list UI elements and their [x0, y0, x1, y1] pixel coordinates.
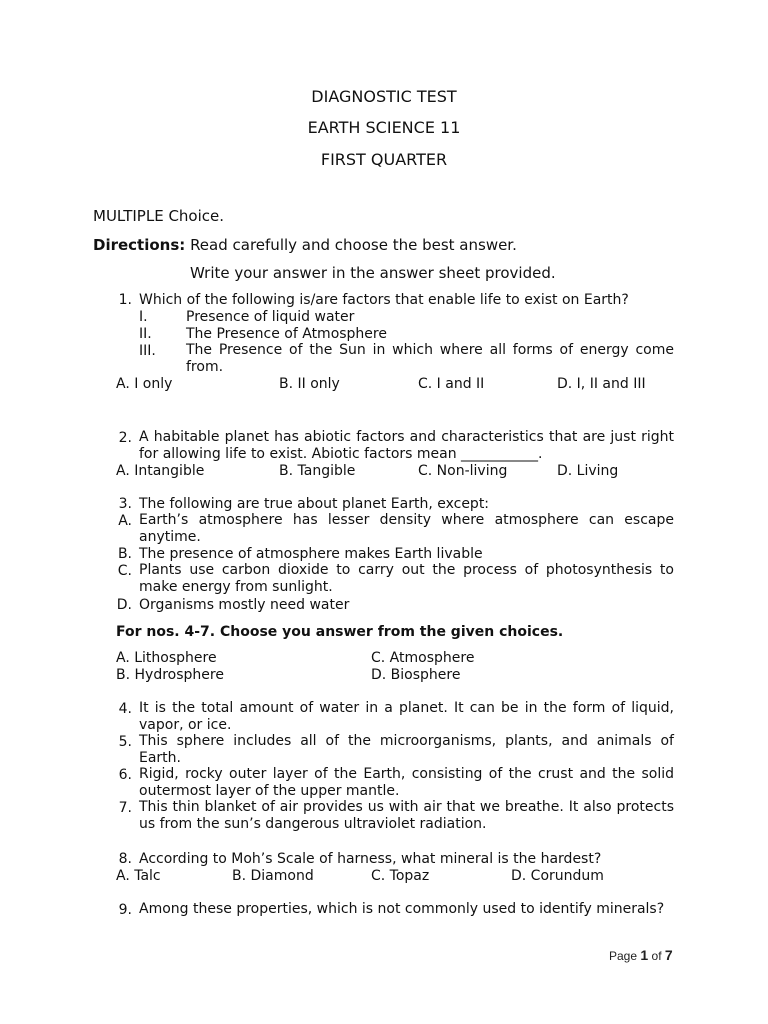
directions-text: Read carefully and choose the best answer. [190, 236, 517, 254]
question-number: 3. [118, 496, 132, 512]
option-text: Earth’s atmosphere has lesser density where atmosphere can escape anytime. [139, 512, 674, 545]
answer-choice: A. I only [116, 376, 173, 392]
question-number: 2. [118, 430, 132, 446]
roman-numeral: I. [139, 309, 148, 325]
question-text: A habitable planet has abiotic factors and characteristics that are just right for allowing life to exist. Abiotic factors mean ___________. [139, 429, 674, 462]
answer-choice: C. Atmosphere [371, 650, 475, 666]
question-text: According to Moh’s Scale of harness, what mineral is the hardest? [139, 851, 602, 867]
answer-choice: A. Intangible [116, 463, 205, 479]
answer-choice: B. Tangible [279, 463, 356, 479]
page-indicator [609, 947, 673, 963]
question-number: 6. [118, 767, 132, 783]
answer-choice: B. II only [279, 376, 340, 392]
answer-choice: A. Lithosphere [116, 650, 217, 666]
question-number: 5. [118, 734, 132, 750]
answer-choice: A. Talc [116, 868, 161, 884]
statement-item: The Presence of Atmosphere [186, 326, 387, 342]
statement-item: The Presence of the Sun in which where all forms of energy come from. [186, 342, 674, 375]
of-label: of [651, 949, 662, 963]
question-text: This sphere includes all of the microorganisms, plants, and animals of Earth. [139, 733, 674, 766]
option-letter: A. [118, 513, 132, 529]
title-quarter: FIRST QUARTER [320, 150, 448, 169]
statement-item: Presence of liquid water [186, 309, 355, 325]
directions-label: Directions: [93, 236, 186, 254]
test-type-label: MULTIPLE Choice. [93, 207, 225, 225]
answer-choice: C. I and II [418, 376, 485, 392]
option-text: Plants use carbon dioxide to carry out the process of photosynthesis to make energy from sunlight. [139, 562, 674, 595]
question-text: Rigid, rocky outer layer of the Earth, consisting of the crust and the solid outermost layer of the upper mantle. [139, 766, 674, 799]
answer-choice: B. Diamond [232, 868, 314, 884]
option-letter: D. [116, 597, 132, 613]
question-text: Among these properties, which is not commonly used to identify minerals? [139, 901, 665, 917]
option-text: Organisms mostly need water [139, 597, 350, 613]
answer-choice: C. Topaz [371, 868, 430, 884]
question-number: 9. [118, 902, 132, 918]
question-number: 1. [118, 292, 132, 308]
page-total: 7 [664, 947, 673, 963]
answer-choice: C. Non-living [418, 463, 508, 479]
question-number: 7. [118, 800, 132, 816]
answer-choice: D. Biosphere [371, 667, 461, 683]
question-number: 8. [118, 851, 132, 867]
directions-line2: Write your answer in the answer sheet provided. [190, 264, 556, 282]
section-heading: For nos. 4-7. Choose you answer from the given choices. [116, 624, 564, 640]
question-text: Which of the following is/are factors that enable life to exist on Earth? [139, 292, 629, 308]
answer-choice: D. Corundum [511, 868, 604, 884]
question-number: 4. [118, 701, 132, 717]
page-label: Page [609, 949, 638, 963]
roman-numeral: III. [139, 343, 156, 359]
answer-choice: D. Living [557, 463, 619, 479]
question-text: It is the total amount of water in a planet. It can be in the form of liquid, vapor, or ice. [139, 700, 674, 733]
roman-numeral: II. [139, 326, 152, 342]
page-number: 1 [640, 947, 649, 963]
option-letter: C. [117, 563, 132, 579]
directions [93, 236, 517, 254]
question-text: This thin blanket of air provides us with air that we breathe. It also protects us from the sun’s dangerous ultraviolet radiation. [139, 799, 674, 832]
question-text: The following are true about planet Earth, except: [139, 496, 490, 512]
answer-choice: B. Hydrosphere [116, 667, 224, 683]
option-text: The presence of atmosphere makes Earth livable [139, 546, 483, 562]
answer-choice: D. I, II and III [557, 376, 646, 392]
title-subject: EARTH SCIENCE 11 [307, 118, 461, 137]
title-diagnostic-test: DIAGNOSTIC TEST [311, 87, 457, 106]
option-letter: B. [117, 546, 132, 562]
